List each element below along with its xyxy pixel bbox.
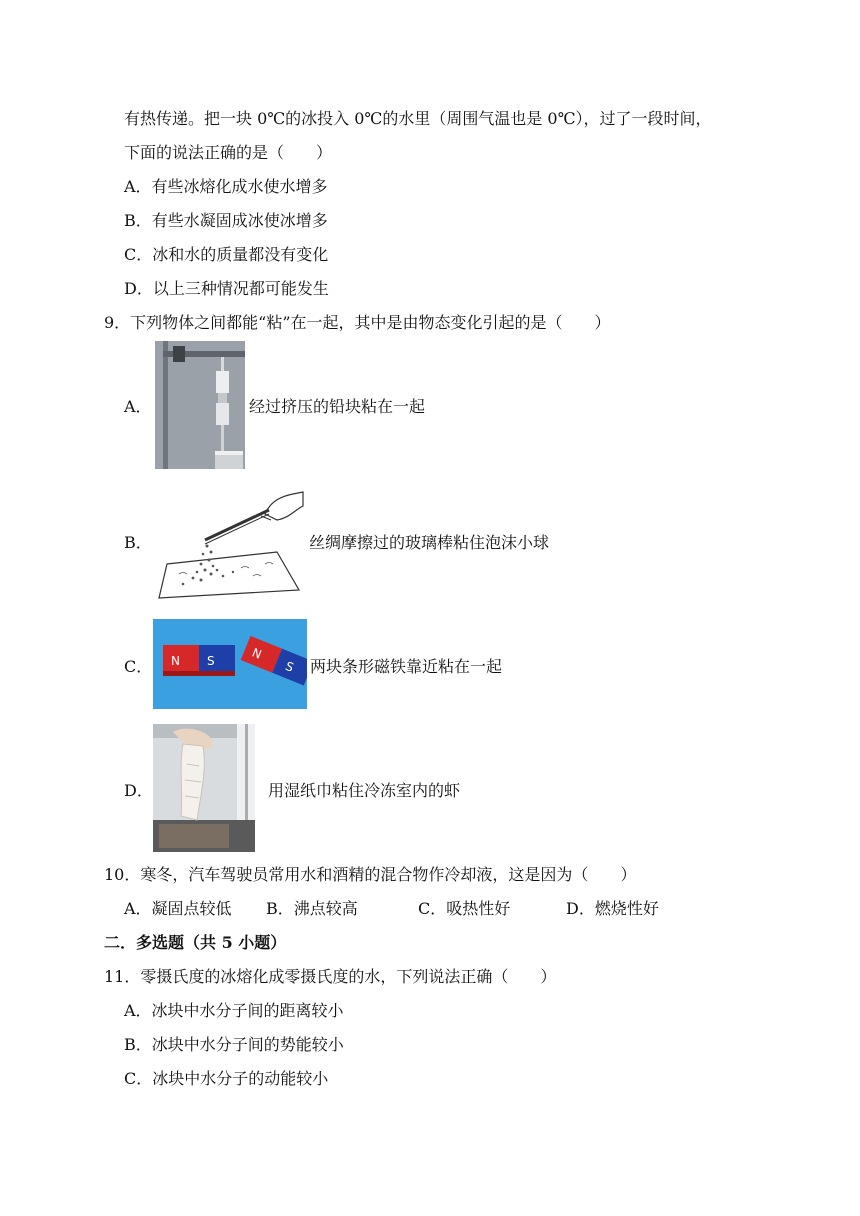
q9-option-a-text: 经过挤压的铅块粘在一起 [249,397,426,416]
q11-option-a[interactable]: A．冰块中水分子间的距离较小 [124,1001,344,1020]
q8-stem-line1: 有热传递。把一块 0℃的冰投入 0℃的水里（周围气温也是 0℃），过了一段时间， [124,109,712,128]
q8-option-a[interactable]: A．有些冰熔化成水使水增多 [124,177,328,196]
bar-magnets-image [153,619,307,709]
section-title-prefix: 二．多选题（共 [104,933,222,952]
q9-option-c-text: 两块条形磁铁靠近粘在一起 [310,657,503,676]
freezer-shrimp-image [153,724,255,852]
q9-option-d-letter[interactable]: D． [124,781,153,800]
q9-option-c-letter[interactable]: C． [124,657,153,676]
section-title-count: 5 [221,933,233,952]
q10-option-c[interactable]: C．吸热性好 [418,899,511,918]
magnet-label-s2: S [283,658,296,675]
q9-option-d-text: 用湿纸巾粘住冷冻室内的虾 [268,781,461,800]
q10-stem: 10．寒冬，汽车驾驶员常用水和酒精的混合物作冷却液，这是因为（ ） [104,865,637,884]
magnet-label-n1: N [171,654,180,668]
q11-option-b[interactable]: B．冰块中水分子间的势能较小 [124,1035,344,1054]
q9-option-a-letter[interactable]: A． [124,397,152,416]
magnet-label-s1: S [207,654,215,668]
q11-option-c[interactable]: C．冰块中水分子的动能较小 [124,1069,329,1088]
section-title-suffix: 小题） [232,933,287,952]
q9-stem: 9．下列物体之间都能“粘”在一起，其中是由物态变化引起的是（ ） [104,313,611,332]
q10-option-b[interactable]: B．沸点较高 [266,899,358,918]
glass-rod-foam-image [153,480,307,604]
q8-option-d[interactable]: D．以上三种情况都可能发生 [124,279,329,298]
q9-option-b-text: 丝绸摩擦过的玻璃棒粘住泡沫小球 [309,533,550,552]
q8-option-b[interactable]: B．有些水凝固成冰使冰增多 [124,211,328,230]
q8-stem-line2: 下面的说法正确的是（ ） [124,143,333,162]
q11-stem: 11．零摄氏度的冰熔化成零摄氏度的水，下列说法正确（ ） [104,967,557,986]
q8-option-c[interactable]: C．冰和水的质量都没有变化 [124,245,329,264]
lead-blocks-image [155,341,245,469]
q10-option-d[interactable]: D．燃烧性好 [566,899,659,918]
magnet-label-n2: N [250,645,264,662]
q10-option-a[interactable]: A．凝固点较低 [124,899,232,918]
section-title [104,931,286,955]
q9-option-b-letter[interactable]: B． [124,533,152,552]
